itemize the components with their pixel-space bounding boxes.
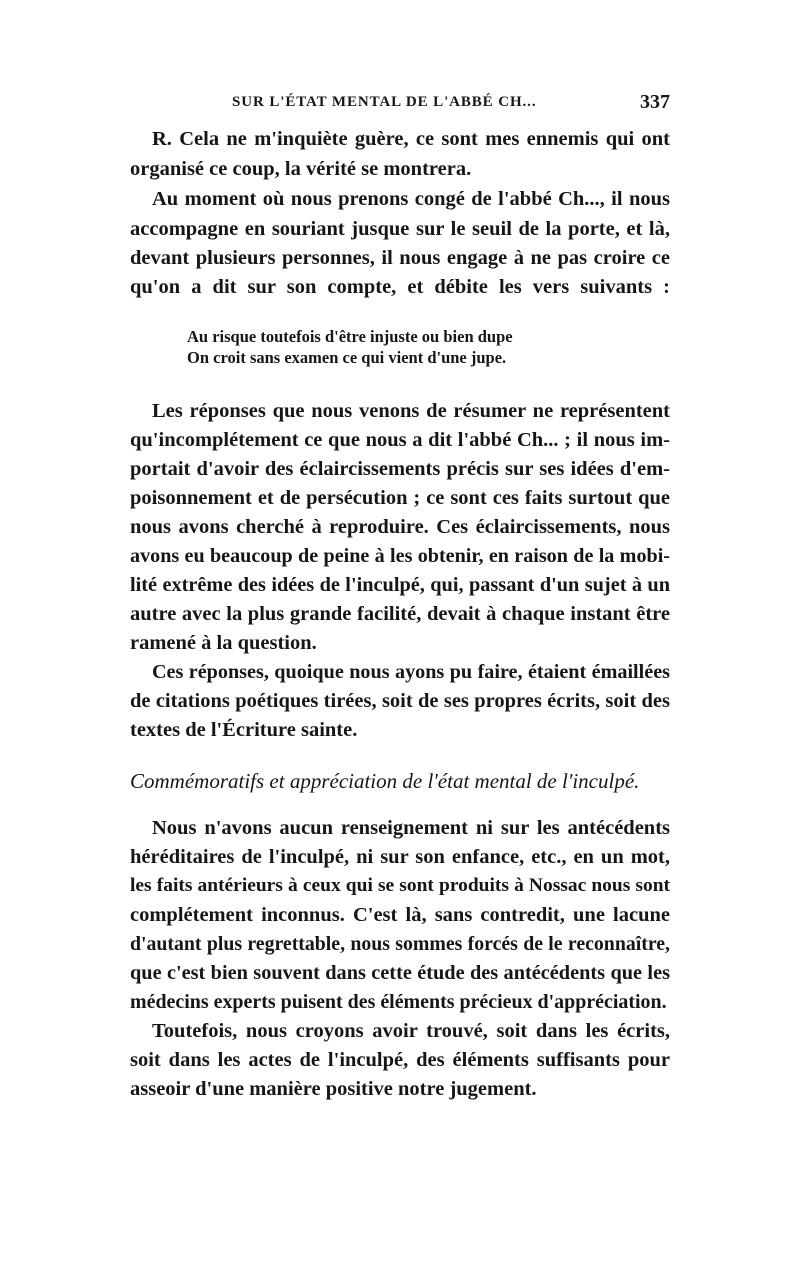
paragraph-4-line-1: Ces réponses, quoique nous ayons pu faire, étaient émaillées bbox=[152, 661, 670, 683]
paragraph-1-line-2: organisé ce coup, la vérité se montrera. bbox=[130, 158, 472, 180]
paragraph-3-line-1: Les réponses que nous venons de résumer ne représentent bbox=[152, 400, 670, 422]
verse-line-2: On croit sans examen ce qui vient d'une jupe. bbox=[187, 348, 507, 367]
paragraph-2-line-2: accompagne en souriant jusque sur le seuil de la porte, et là, bbox=[130, 218, 670, 240]
paragraph-2-line-3: devant plusieurs personnes, il nous engage à ne pas croire ce bbox=[130, 247, 670, 269]
paragraph-1-line-1: R. Cela ne m'inquiète guère, ce sont mes ennemis qui ont bbox=[152, 128, 670, 150]
paragraph-3-line-3: portait d'avoir des éclaircissements précis sur ses idées d'em- bbox=[130, 458, 670, 480]
paragraph-2-line-4: qu'on a dit sur son compte, et débite les vers suivants : bbox=[130, 276, 670, 298]
paragraph-2-line-1: Au moment où nous prenons congé de l'abbé Ch..., il nous bbox=[152, 188, 670, 210]
verse-line-1: Au risque toutefois d'être injuste ou bien dupe bbox=[187, 327, 513, 346]
section-heading: Commémoratifs et appréciation de l'état mental de l'inculpé. bbox=[130, 769, 640, 793]
paragraph-3-line-8: autre avec la plus grande facilité, devait à chaque instant être bbox=[130, 603, 670, 625]
paragraph-3-line-2: qu'incomplétement ce que nous a dit l'abbé Ch... ; il nous im- bbox=[130, 429, 670, 451]
paragraph-6-line-1: Toutefois, nous croyons avoir trouvé, soit dans les écrits, bbox=[152, 1020, 670, 1042]
paragraph-3-line-9: ramené à la question. bbox=[130, 632, 317, 654]
paragraph-5-line-5: d'autant plus regrettable, nous sommes forcés de le reconnaître, bbox=[130, 933, 670, 955]
running-title: SUR L'ÉTAT MENTAL DE L'ABBÉ CH... bbox=[232, 94, 537, 110]
paragraph-5-line-7: médecins experts puisent des éléments précieux d'appréciation. bbox=[130, 991, 667, 1013]
paragraph-5-line-2: héréditaires de l'inculpé, ni sur son enfance, etc., en un mot, bbox=[130, 846, 670, 868]
paragraph-3-line-7: lité extrême des idées de l'inculpé, qui, passant d'un sujet à un bbox=[130, 574, 670, 596]
paragraph-5-line-4: complétement inconnus. C'est là, sans contredit, une lacune bbox=[130, 904, 670, 926]
paragraph-6-line-3: asseoir d'une manière positive notre jugement. bbox=[130, 1078, 537, 1100]
paragraph-3-line-4: poisonnement et de persécution ; ce sont ces faits surtout que bbox=[130, 487, 670, 509]
paragraph-3-line-6: avons eu beaucoup de peine à les obtenir, en raison de la mobi- bbox=[130, 545, 670, 567]
paragraph-5-line-6: que c'est bien souvent dans cette étude des antécédents que les bbox=[130, 962, 670, 984]
page-number: 337 bbox=[640, 91, 670, 113]
paragraph-5-line-3: les faits antérieurs à ceux qui se sont produits à Nossac nous sont bbox=[130, 875, 670, 896]
paragraph-4-line-3: textes de l'Écriture sainte. bbox=[130, 719, 358, 741]
paragraph-6-line-2: soit dans les actes de l'inculpé, des éléments suffisants pour bbox=[130, 1049, 670, 1071]
paragraph-5-line-1: Nous n'avons aucun renseignement ni sur les antécédents bbox=[152, 817, 670, 839]
paragraph-4-line-2: de citations poétiques tirées, soit de ses propres écrits, soit des bbox=[130, 690, 670, 712]
paragraph-3-line-5: nous avons cherché à reproduire. Ces éclaircissements, nous bbox=[130, 516, 670, 538]
running-header bbox=[130, 91, 670, 118]
